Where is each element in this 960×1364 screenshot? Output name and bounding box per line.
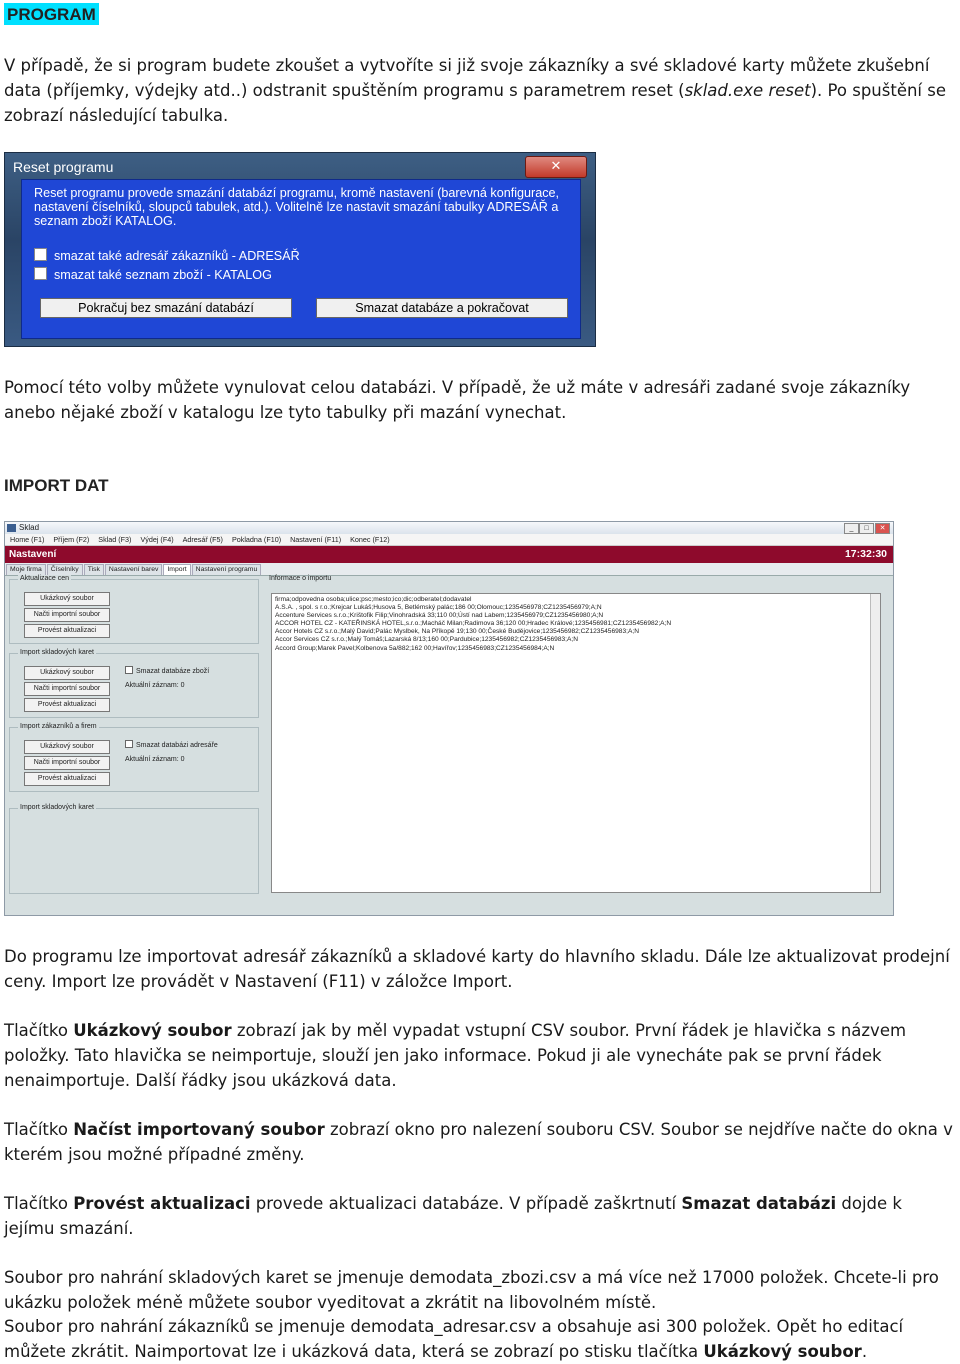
reset-info-text: Reset programu provede smazání databází programu, kromě nastavení (barevná konfigurace, nastavení číselníků, sloupců tabulek, atd.). Volitelně lze nastavit smazání tabulky ADRESÁŘ a seznam zboží KATALOG. xyxy=(34,186,560,228)
clock: 17:32:30 xyxy=(844,548,887,560)
section-banner: Nastavení 17:32:30 xyxy=(5,546,893,563)
sample-file-paragraph: Tlačítko Ukázkový soubor zobrazí jak by měl vypadat vstupní CSV soubor. První řádek je hlavička s názvem položky. Tato hlavička se neimportuje, slouží jen jako informace. Pokud ji ale vynecháte pak se první řádek nenaimportuje. Další řádky jsou ukázková data. xyxy=(4,1021,907,1090)
sample-file-button[interactable]: Ukázkový soubor xyxy=(24,592,110,606)
delete-and-continue-button[interactable]: Smazat databáze a pokračovat xyxy=(316,298,568,318)
goods-file-paragraph: Soubor pro nahrání skladových karet se jmenuje demodata_zbozi.csv a má více než 17000 položek. Chcete-li pro ukázku položek méně můžete soubor vyeditovat a zkrátit na libovolném místě. xyxy=(4,1268,939,1312)
sample-file-button[interactable]: Ukázkový soubor xyxy=(24,740,110,754)
app-icon xyxy=(7,524,16,532)
close-icon[interactable]: ✕ xyxy=(875,523,890,534)
csv-line: Accenture Services s.r.o.;Krištofik Filip;Vinohradská 33;110 00;Ústí nad Labem;1235456979;CZ1235456980;A;N xyxy=(275,612,604,620)
checkbox-delete-katalog[interactable]: smazat také seznam zboží - KATALOG xyxy=(34,267,272,282)
tab-nastaveni-programu[interactable]: Nastavení programu xyxy=(192,564,262,575)
load-file-paragraph: Tlačítko Načíst importovaný soubor zobrazí okno pro nalezení souboru CSV. Soubor se nejdříve načte do okna v kterém jsou možné případné změny. xyxy=(4,1120,953,1164)
tab-nastaveni-barev[interactable]: Nastavení barev xyxy=(105,564,163,575)
group-import-cards: Import skladových karet Ukázkový soubor Načti importní soubor Provést aktualizaci Smazat databáze zboží Aktuální záznam: 0 xyxy=(9,653,259,718)
import-controls xyxy=(9,575,259,900)
run-update-button[interactable]: Provést aktualizaci xyxy=(24,624,110,638)
csv-line: ACCOR HOTEL CZ - KATEŘINSKÁ HOTEL,s.r.o.;Macháč Milan;Radimova 36;120 00;Hradec Králové;1235456981;CZ1235456982;A;N xyxy=(275,620,672,628)
update-paragraph: Tlačítko Provést aktualizaci provede aktualizaci databáze. V případě zaškrtnutí Smazat databázi dojde k jejímu smazání. xyxy=(4,1194,902,1238)
continue-without-delete-button[interactable]: Pokračuj bez smazání databází xyxy=(40,298,292,318)
csv-line: A.S.A. , spol. s r.o.;Krejcar Lukáš;Husova 5, Betlémský palác;186 00;Olomouc;1235456978;CZ1235456979;A;N xyxy=(275,604,602,612)
current-record-label: Aktuální záznam: 0 xyxy=(125,682,185,689)
close-icon[interactable]: ✕ xyxy=(525,156,587,178)
menu-konec[interactable]: Konec (F12) xyxy=(350,535,390,544)
scrollbar[interactable] xyxy=(870,594,880,892)
checkbox-delete-addressbook[interactable]: Smazat databázi adresáře xyxy=(125,740,218,749)
checkbox-box[interactable] xyxy=(34,248,47,261)
maximize-icon[interactable]: □ xyxy=(859,523,874,534)
checkbox-delete-goods[interactable]: Smazat databáze zboží xyxy=(125,666,209,675)
csv-line: Accor Services CZ s.r.o.;Malý Tomáš;Lazarská 8/13;160 00;Pardubice;1235456982;CZ1235456983;A;N xyxy=(275,636,578,644)
reset-paragraph: Pomocí této volby můžete vynulovat celou databázi. V případě, že už máte v adresáři zadané svoje zákazníky anebo nějaké zboží v katalogu lze tyto tabulky při mazání vynechat. xyxy=(4,378,911,422)
csv-preview[interactable] xyxy=(271,593,881,893)
reset-dialog-body xyxy=(21,179,581,339)
menu-bar xyxy=(5,534,893,546)
run-update-button[interactable]: Provést aktualizaci xyxy=(24,698,110,712)
customers-file-paragraph: Soubor pro nahrání zákazníků se jmenuje demodata_adresar.csv a obsahuje asi 300 položek. Opět ho editací můžete zkrátit. Naimportovat lze i ukázková data, která se zobrazí po stisku tlačítka Ukázkový soubor. xyxy=(4,1317,904,1361)
menu-prijem[interactable]: Příjem (F2) xyxy=(53,535,90,544)
csv-line: Accord Group;Marek Pavel;Kolbenova 5a/882;162 00;Havířov;1235456983;CZ1235456984;A;N xyxy=(275,644,555,652)
tab-tisk[interactable]: Tisk xyxy=(84,564,104,575)
sample-file-button[interactable]: Ukázkový soubor xyxy=(24,666,110,680)
heading-program: PROGRAM xyxy=(4,5,99,25)
menu-home[interactable]: Home (F1) xyxy=(10,535,45,544)
load-import-file-button[interactable]: Načti importní soubor xyxy=(24,756,110,770)
heading-import: IMPORT DAT xyxy=(4,476,109,495)
group-import-customers: Import zákazníků a firem Ukázkový soubor Načti importní soubor Provést aktualizaci Smazat databázi adresáře Aktuální záznam: 0 xyxy=(9,727,259,792)
menu-sklad[interactable]: Sklad (F3) xyxy=(98,535,132,544)
checkbox-box[interactable] xyxy=(125,666,133,674)
load-import-file-button[interactable]: Načti importní soubor xyxy=(24,682,110,696)
intro-paragraph: V případě, že si program budete zkoušet a vytvoříte si již svoje zákazníky a své skladové karty můžete zkušební data (příjemky, výdejky atd..) odstranit spuštěním programu s parametrem reset (sklad.exe reset). Po spuštění se zobrazí následující tabulka. xyxy=(4,56,947,125)
menu-pokladna[interactable]: Pokladna (F10) xyxy=(231,535,282,544)
checkbox-delete-adresar[interactable]: smazat také adresář zákazníků - ADRESÁŘ xyxy=(34,248,300,263)
csv-line: firma;odpovedna osoba;ulice;psc;mesto;ico;dic;odberatel;dodavatel xyxy=(275,596,472,603)
minimize-icon[interactable]: _ xyxy=(844,523,859,534)
import-window xyxy=(4,521,894,916)
menu-adresar[interactable]: Adresář (F5) xyxy=(182,535,223,544)
run-update-button[interactable]: Provést aktualizaci xyxy=(24,772,110,786)
current-record-label: Aktuální záznam: 0 xyxy=(125,756,185,763)
import-info-panel: Informace o importu firma;odpovedna osoba;ulice;psc;mesto;ico;dic;odberatel;dodavatel A.S.A. , spol. s r.o.;Krejcar Lukáš;Husova 5, Betlémský palác;186 00;Olomouc;1235456978;CZ1235456979;A;N Accenture Services s.r.o.;Krištofik Filip;Vinohradská 33;110 00;Ústí nad Labem;1235456979;CZ1235456980;A;N ACCOR HOTEL CZ - KATEŘINSKÁ HOTEL,s.r.o.;Macháč Milan;Radimova 36;120 00;Hradec Králové;1235456981;CZ1235456982;A;N Accor Hotels CZ s.r.o.;Malý David;Palác Myslbek, Na Příkopě 19;130 00;České Budějovice;1235456982;CZ1235456983;A;N Accor Services CZ s.r.o.;Malý Tomáš;Lazarská 8/13;160 00;Pardubice;1235456982;CZ1235456983;A;N Accord Group;Marek Pavel;Kolbenova 5a/882;162 00;Havířov;1235456983;CZ1235456984;A;N xyxy=(267,575,887,895)
window-titlebar: Sklad _ □ ✕ xyxy=(5,522,893,534)
load-import-file-button[interactable]: Načti importní soubor xyxy=(24,608,110,622)
tab-import[interactable]: Import xyxy=(163,564,190,575)
csv-line: Accor Hotels CZ s.r.o.;Malý David;Palác Myslbek, Na Příkopě 19;130 00;České Budějovice;1235456982;CZ1235456983;A;N xyxy=(275,628,639,636)
tab-moje-firma[interactable]: Moje firma xyxy=(6,564,46,575)
import-paragraph: Do programu lze importovat adresář zákazníků a skladové karty do hlavního skladu. Dále lze aktualizovat prodejní ceny. Import lze provádět v Nastavení (F11) v záložce Import. xyxy=(4,947,950,991)
reset-dialog-title: Reset programu xyxy=(13,159,114,175)
checkbox-box[interactable] xyxy=(125,740,133,748)
reset-command: sklad.exe reset xyxy=(684,81,811,100)
group-import-product-cards: Import skladových karet xyxy=(9,808,259,894)
group-price-update: Aktualizace cen Ukázkový soubor Načti importní soubor Provést aktualizaci xyxy=(9,579,259,644)
menu-nastaveni[interactable]: Nastavení (F11) xyxy=(290,535,342,544)
checkbox-box[interactable] xyxy=(34,267,47,280)
menu-vydej[interactable]: Výdej (F4) xyxy=(140,535,174,544)
reset-dialog xyxy=(4,152,596,347)
tab-ciselniky[interactable]: Číselníky xyxy=(47,564,83,575)
